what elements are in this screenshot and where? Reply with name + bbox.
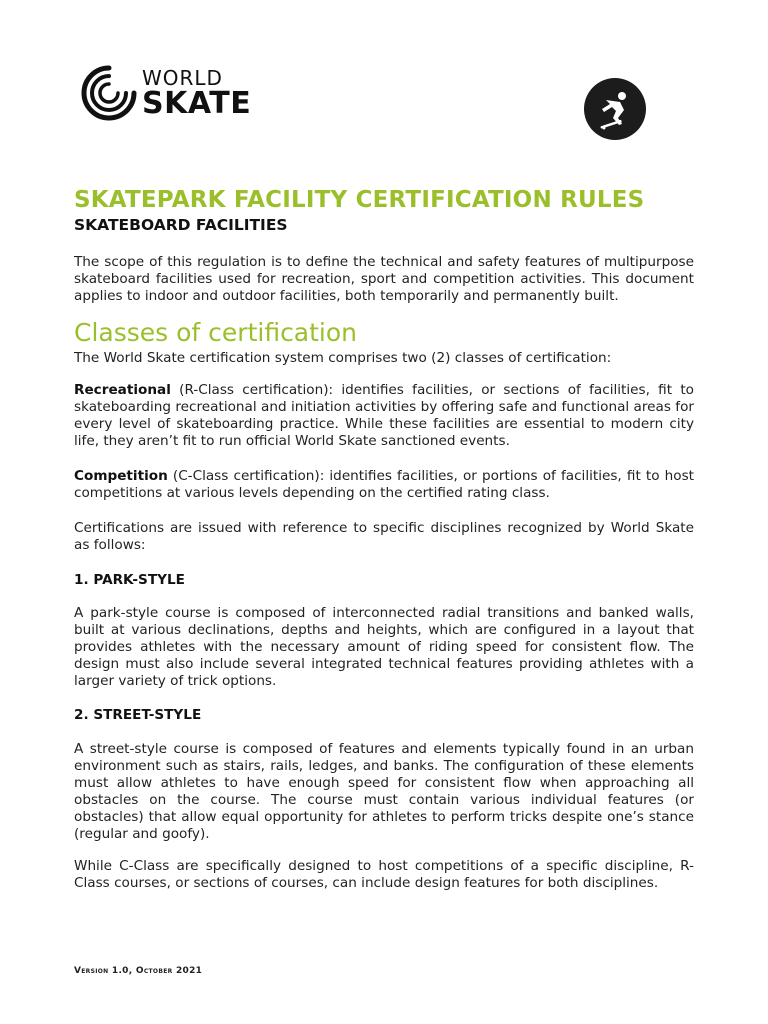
logo-world-text: WORLD xyxy=(142,66,223,90)
version-footer: Version 1.0, October 2021 xyxy=(74,966,203,976)
skateboarder-icon xyxy=(584,78,646,140)
document-title: SKATEPARK FACILITY CERTIFICATION RULES xyxy=(74,187,645,213)
recreational-paragraph xyxy=(74,382,694,450)
document-subtitle: SKATEBOARD FACILITIES xyxy=(74,216,288,234)
skateboarder-badge xyxy=(584,78,646,140)
competition-text: (C-Class certification): identifies facilities, or portions of facilities, fit to host competitions at various levels depending on the certified rating class. xyxy=(74,468,694,501)
street-style-paragraph: A street-style course is composed of features and elements typically found in an urban environment such as stairs, rails, ledges, and banks. The configuration of these elements must allow athletes to have enough speed for consistent flow when approaching all obstacles on the course. The course must contain various individual features (or obstacles) that allow equal opportunity for athletes to perform tricks despite one’s stance (regular and goofy). xyxy=(74,741,694,842)
classes-heading: Classes of certification xyxy=(74,318,358,347)
park-style-paragraph: A park-style course is composed of interconnected radial transitions and banked walls, built at various declinations, depths and heights, which are configured in a layout that provides athletes with the necessary amount of riding speed for consistent flow. The design must also include several integrated technical features providing athletes with a larger variety of trick options. xyxy=(74,605,694,689)
competition-label: Competition xyxy=(74,468,168,484)
street-style-heading: 2. STREET-STYLE xyxy=(74,707,202,723)
competition-paragraph xyxy=(74,468,694,502)
disciplines-lead: Certifications are issued with reference to specific disciplines recognized by World Skate as follows: xyxy=(74,520,694,553)
classes-lead: The World Skate certification system comprises two (2) classes of certification: xyxy=(74,350,612,366)
recreational-label: Recreational xyxy=(74,382,171,398)
closing-paragraph: While C-Class are specifically designed to host competitions of a specific discipline, R-Class courses, or sections of courses, can include design features for both disciplines. xyxy=(74,858,694,891)
recreational-text: (R-Class certification): identifies facilities, or sections of facilities, fit to skateboarding recreational and initiation activities by offering safe and functional areas for every level of skateboarding practice. While these facilities are essential to modern city life, they aren’t fit to run official World Skate sanctioned events. xyxy=(74,382,694,449)
park-style-heading: 1. PARK-STYLE xyxy=(74,572,185,588)
intro-paragraph: The scope of this regulation is to define the technical and safety features of multipurpose skateboard facilities used for recreation, sport and competition activities. This document applies to indoor and outdoor facilities, both temporarily and permanently built. xyxy=(74,254,694,304)
logo-skate-text: SKATE xyxy=(142,86,252,121)
world-skate-swirl-icon xyxy=(80,64,138,122)
